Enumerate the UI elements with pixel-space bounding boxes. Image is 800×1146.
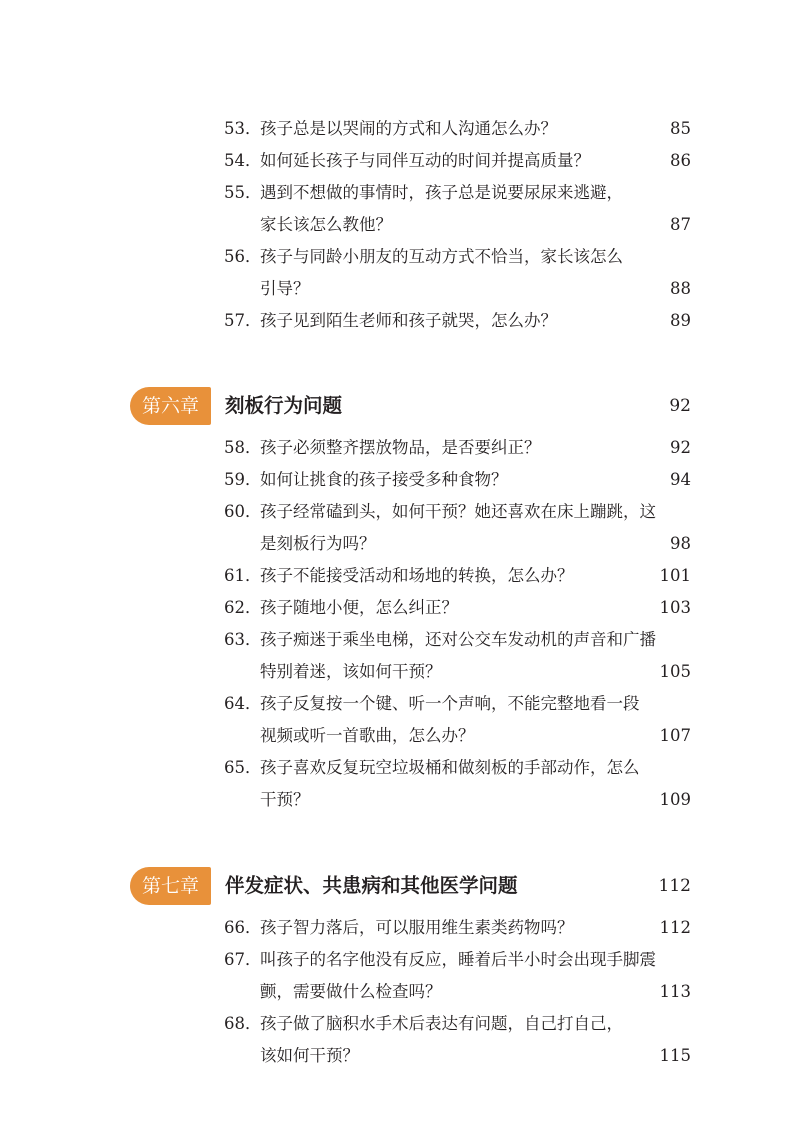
entry-title-cont: 是刻板行为吗？ <box>260 534 376 553</box>
entry-title: 孩子随地小便，怎么纠正？ <box>260 598 458 617</box>
entry-title-cont: 家长该怎么教他？ <box>260 215 392 234</box>
entry-title: 叫孩子的名字他没有反应，睡着后半小时会出现手脚震 <box>260 950 656 969</box>
entry-number: 60． <box>224 502 262 521</box>
entry-number: 57． <box>224 311 262 330</box>
entry-title: 孩子反复按一个键、听一个声响，不能完整地看一段 <box>260 694 640 713</box>
entry-title: 孩子与同龄小朋友的互动方式不恰当，家长该怎么 <box>260 247 623 266</box>
entry-number: 65． <box>224 758 262 777</box>
entry-page: 85 <box>670 119 691 138</box>
entry-number: 54． <box>224 151 262 170</box>
chapter-title: 刻板行为问题 <box>225 394 343 417</box>
entry-number: 55． <box>224 183 262 202</box>
entry-title: 孩子喜欢反复玩空垃圾桶和做刻板的手部动作，怎么 <box>260 758 640 777</box>
entry-page: 98 <box>670 534 691 553</box>
entry-title: 遇到不想做的事情时，孩子总是说要尿尿来逃避， <box>260 183 623 202</box>
entry-page: 101 <box>659 566 691 585</box>
entry-number: 64． <box>224 694 262 713</box>
entry-title-cont: 该如何干预？ <box>260 1046 359 1065</box>
entry-title: 如何延长孩子与同伴互动的时间并提高质量？ <box>260 151 590 170</box>
entry-title: 孩子必须整齐摆放物品，是否要纠正？ <box>260 438 541 457</box>
entry-number: 66． <box>224 918 262 937</box>
entry-page: 115 <box>659 1046 691 1065</box>
entry-title-cont: 干预？ <box>260 790 310 809</box>
entry-title-cont: 颤，需要做什么检查吗？ <box>260 982 442 1001</box>
entry-page: 94 <box>670 470 691 489</box>
entry-title-cont: 视频或听一首歌曲，怎么办？ <box>260 726 475 745</box>
entry-page: 103 <box>659 598 691 617</box>
entry-number: 61． <box>224 566 262 585</box>
entry-number: 58． <box>224 438 262 457</box>
entry-number: 56． <box>224 247 262 266</box>
entry-page: 105 <box>659 662 691 681</box>
chapter-badge: 第七章 <box>130 867 211 905</box>
entry-number: 62． <box>224 598 262 617</box>
entry-page: 109 <box>659 790 691 809</box>
entry-title: 孩子智力落后，可以服用维生素类药物吗？ <box>260 918 574 937</box>
entry-page: 107 <box>659 726 691 745</box>
entry-page: 112 <box>659 918 691 937</box>
entry-page: 89 <box>670 311 691 330</box>
entry-number: 67． <box>224 950 262 969</box>
entry-page: 86 <box>670 151 691 170</box>
entry-title: 孩子经常磕到头，如何干预？她还喜欢在床上蹦跳，这 <box>260 502 656 521</box>
entry-page: 88 <box>670 279 691 298</box>
entry-title-cont: 特别着迷，该如何干预？ <box>260 662 442 681</box>
entry-title: 孩子不能接受活动和场地的转换，怎么办？ <box>260 566 574 585</box>
chapter-title: 伴发症状、共患病和其他医学问题 <box>225 874 518 897</box>
entry-title: 如何让挑食的孩子接受多种食物？ <box>260 470 508 489</box>
entry-number: 68． <box>224 1014 262 1033</box>
entry-page: 113 <box>659 982 691 1001</box>
entry-page: 92 <box>670 438 691 457</box>
entry-page: 87 <box>670 215 691 234</box>
chapter-page: 112 <box>658 876 691 896</box>
entry-title-cont: 引导？ <box>260 279 310 298</box>
entry-title: 孩子总是以哭闹的方式和人沟通怎么办？ <box>260 119 557 138</box>
entry-number: 59． <box>224 470 262 489</box>
entry-number: 53． <box>224 119 262 138</box>
chapter-badge: 第六章 <box>130 387 211 425</box>
entry-title: 孩子痴迷于乘坐电梯，还对公交车发动机的声音和广播 <box>260 630 656 649</box>
entry-number: 63． <box>224 630 262 649</box>
entry-title: 孩子见到陌生老师和孩子就哭，怎么办？ <box>260 311 557 330</box>
entry-title: 孩子做了脑积水手术后表达有问题，自己打自己， <box>260 1014 623 1033</box>
chapter-page: 92 <box>669 396 691 416</box>
